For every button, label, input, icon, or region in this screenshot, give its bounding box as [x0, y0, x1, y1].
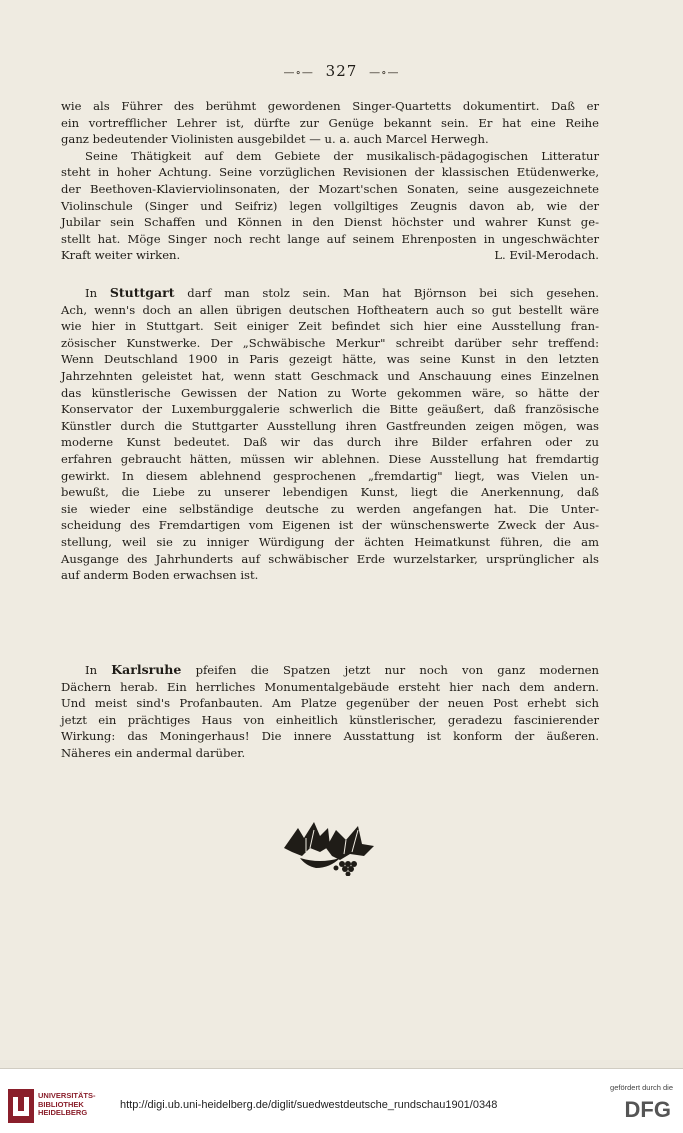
page-header	[0, 62, 683, 80]
text-line: Ach, wenn's doch an allen übrigen deutschen Hoftheatern auch so gut bestellt wäre	[61, 302, 599, 317]
text-line	[61, 662, 599, 679]
text-line: das künstlerische Gewissen der Nation zu Worte gekommen wäre, so hätte der	[61, 385, 599, 400]
text-line: zösischer Kunstwerke. Der „Schwäbische Merkur" schreibt darüber sehr treffend:	[61, 335, 599, 350]
city-heading-stuttgart: Stuttgart	[109, 285, 175, 300]
text-line: stellt hat. Möge Singer noch recht lange auf seinem Ehrenposten in ungeschwächter	[61, 231, 599, 246]
text-line: steht in hoher Achtung. Seine vorzüglichen Revisionen der klassischen Etüdenwerke,	[61, 165, 599, 180]
text-line: Wenn Deutschland 1900 in Paris gezeigt hätte, was seine Kunst in den letzten	[61, 352, 599, 367]
closing-line	[61, 247, 599, 264]
text-line: ein vortrefflicher Lehrer ist, dürfte zur Genüge bekannt sein. Er hat eine Reihe	[61, 115, 599, 130]
library-name	[38, 1092, 96, 1118]
text-line: Kraft weiter wirken.	[61, 248, 181, 263]
text-line: sie wieder eine selbständige deutsche zu werden angefangen hat. Die Unter-	[61, 501, 599, 516]
text-line: bewußt, die Liebe zu unserer lebendigen Kunst, liegt die Anerkennung, daß	[61, 485, 599, 500]
lead-word: In	[85, 286, 110, 300]
author-signature: L. Evil-Merodach.	[494, 248, 599, 263]
text-line: erfahren gebraucht hätten, müssen wir ablehnen. Diese Ausstellung hat fremdartig	[61, 451, 599, 466]
lead-word: In	[85, 663, 112, 677]
university-library-logo-icon	[8, 1089, 34, 1123]
text-line: stellung, weil sie zu inniger Würdigung der ächten Heimatkunst führen, die am	[61, 534, 599, 549]
paragraph-singer	[61, 98, 599, 264]
header-ornament-right: —∘—	[369, 66, 400, 79]
dfg-logo: DFG	[624, 1097, 671, 1122]
text-line: Künstler durch die Stuttgarter Ausstellung ihren Gastfreunden zeigen mögen, was	[61, 418, 599, 433]
text-line: Violinschule (Singer und Seifriz) legen vollgiltiges Zeugnis davon ab, wie der	[61, 198, 599, 213]
text-fragment: darf man stolz sein. Man hat Björnson bei sich gesehen.	[174, 286, 599, 300]
text-line: gewirkt. In diesem ablehnend gesprochenen „fremdartig" liegt, was Vielen un-	[61, 468, 599, 483]
digitization-footer	[0, 1068, 683, 1133]
text-fragment: pfeifen die Spatzen jetzt nur noch von ganz modernen	[181, 663, 600, 677]
text-line: Ausgange des Jahrhunderts auf schwäbischer Erde wurzelstarker, ursprünglicher als	[61, 551, 599, 566]
text-line: Seine Thätigkeit auf dem Gebiete der musikalisch-pädagogischen Litteratur	[85, 148, 599, 163]
text-line: jetzt ein prächtiges Haus von einheitlich künstlerischer, geradezu fascinierender	[61, 712, 599, 727]
permalink[interactable]: http://digi.ub.uni-heidelberg.de/diglit/suedwestdeutsche_rundschau1901/0348	[120, 1099, 498, 1111]
paragraph-stuttgart	[61, 285, 599, 584]
text-line: Jahrzehnten geleistet hat, wenn statt Geschmack und Anschauung eines Einzelnen	[61, 368, 599, 383]
text-line: Jubilar sein Schaffen und Können in den Dienst höchster und wahrer Kunst ge-	[61, 215, 599, 230]
text-line: auf anderm Boden erwachsen ist.	[61, 568, 259, 583]
text-line: wie als Führer des berühmt gewordenen Singer-Quartetts dokumentirt. Daß er	[61, 99, 599, 113]
header-ornament-left: —∘—	[283, 66, 314, 79]
library-line: HEIDELBERG	[38, 1108, 88, 1117]
text-line: Näheres ein andermal darüber.	[61, 745, 246, 760]
text-line: Konservator der Luxemburggalerie schwerlich die Bitte geäußert, daß französische	[61, 402, 599, 417]
text-line	[61, 285, 599, 302]
funding-note: gefördert durch die	[610, 1083, 673, 1092]
library-line: UNIVERSITÄTS-	[38, 1091, 96, 1100]
text-line: Wirkung: das Moningerhaus! Die innere Ausstattung ist konform der äußeren.	[61, 729, 599, 744]
grape-leaf-vignette-icon	[280, 818, 376, 876]
text-line: Und meist sind's Profanbauten. Am Platze gegenüber der neuen Post erhebt sich	[61, 696, 599, 711]
text-line: Dächern herab. Ein herrliches Monumentalgebäude ersteht hier nach dem andern.	[61, 679, 599, 694]
text-line: ganz bedeutender Violinisten ausgebildet — u. a. auch Marcel Herwegh.	[61, 132, 489, 147]
city-heading-karlsruhe: Karlsruhe	[111, 662, 182, 677]
text-line: der Beethoven-Klavierviolinsonaten, der Mozart'schen Sonaten, seine ausgezeichnete	[61, 181, 599, 196]
text-line: moderne Kunst bedeutet. Daß wir das durch ihre Bilder erfahren oder zu	[61, 435, 599, 450]
text-line: scheidung des Fremdartigen vom Eigenen ist der wünschenswerte Zweck der Aus-	[61, 518, 599, 533]
paragraph-karlsruhe	[61, 662, 599, 762]
text-line: wie hier in Stuttgart. Seit einiger Zeit befindet sich hier eine Ausstellung fran-	[61, 319, 599, 334]
library-line: BIBLIOTHEK	[38, 1099, 84, 1109]
page-number: 327	[325, 62, 358, 80]
